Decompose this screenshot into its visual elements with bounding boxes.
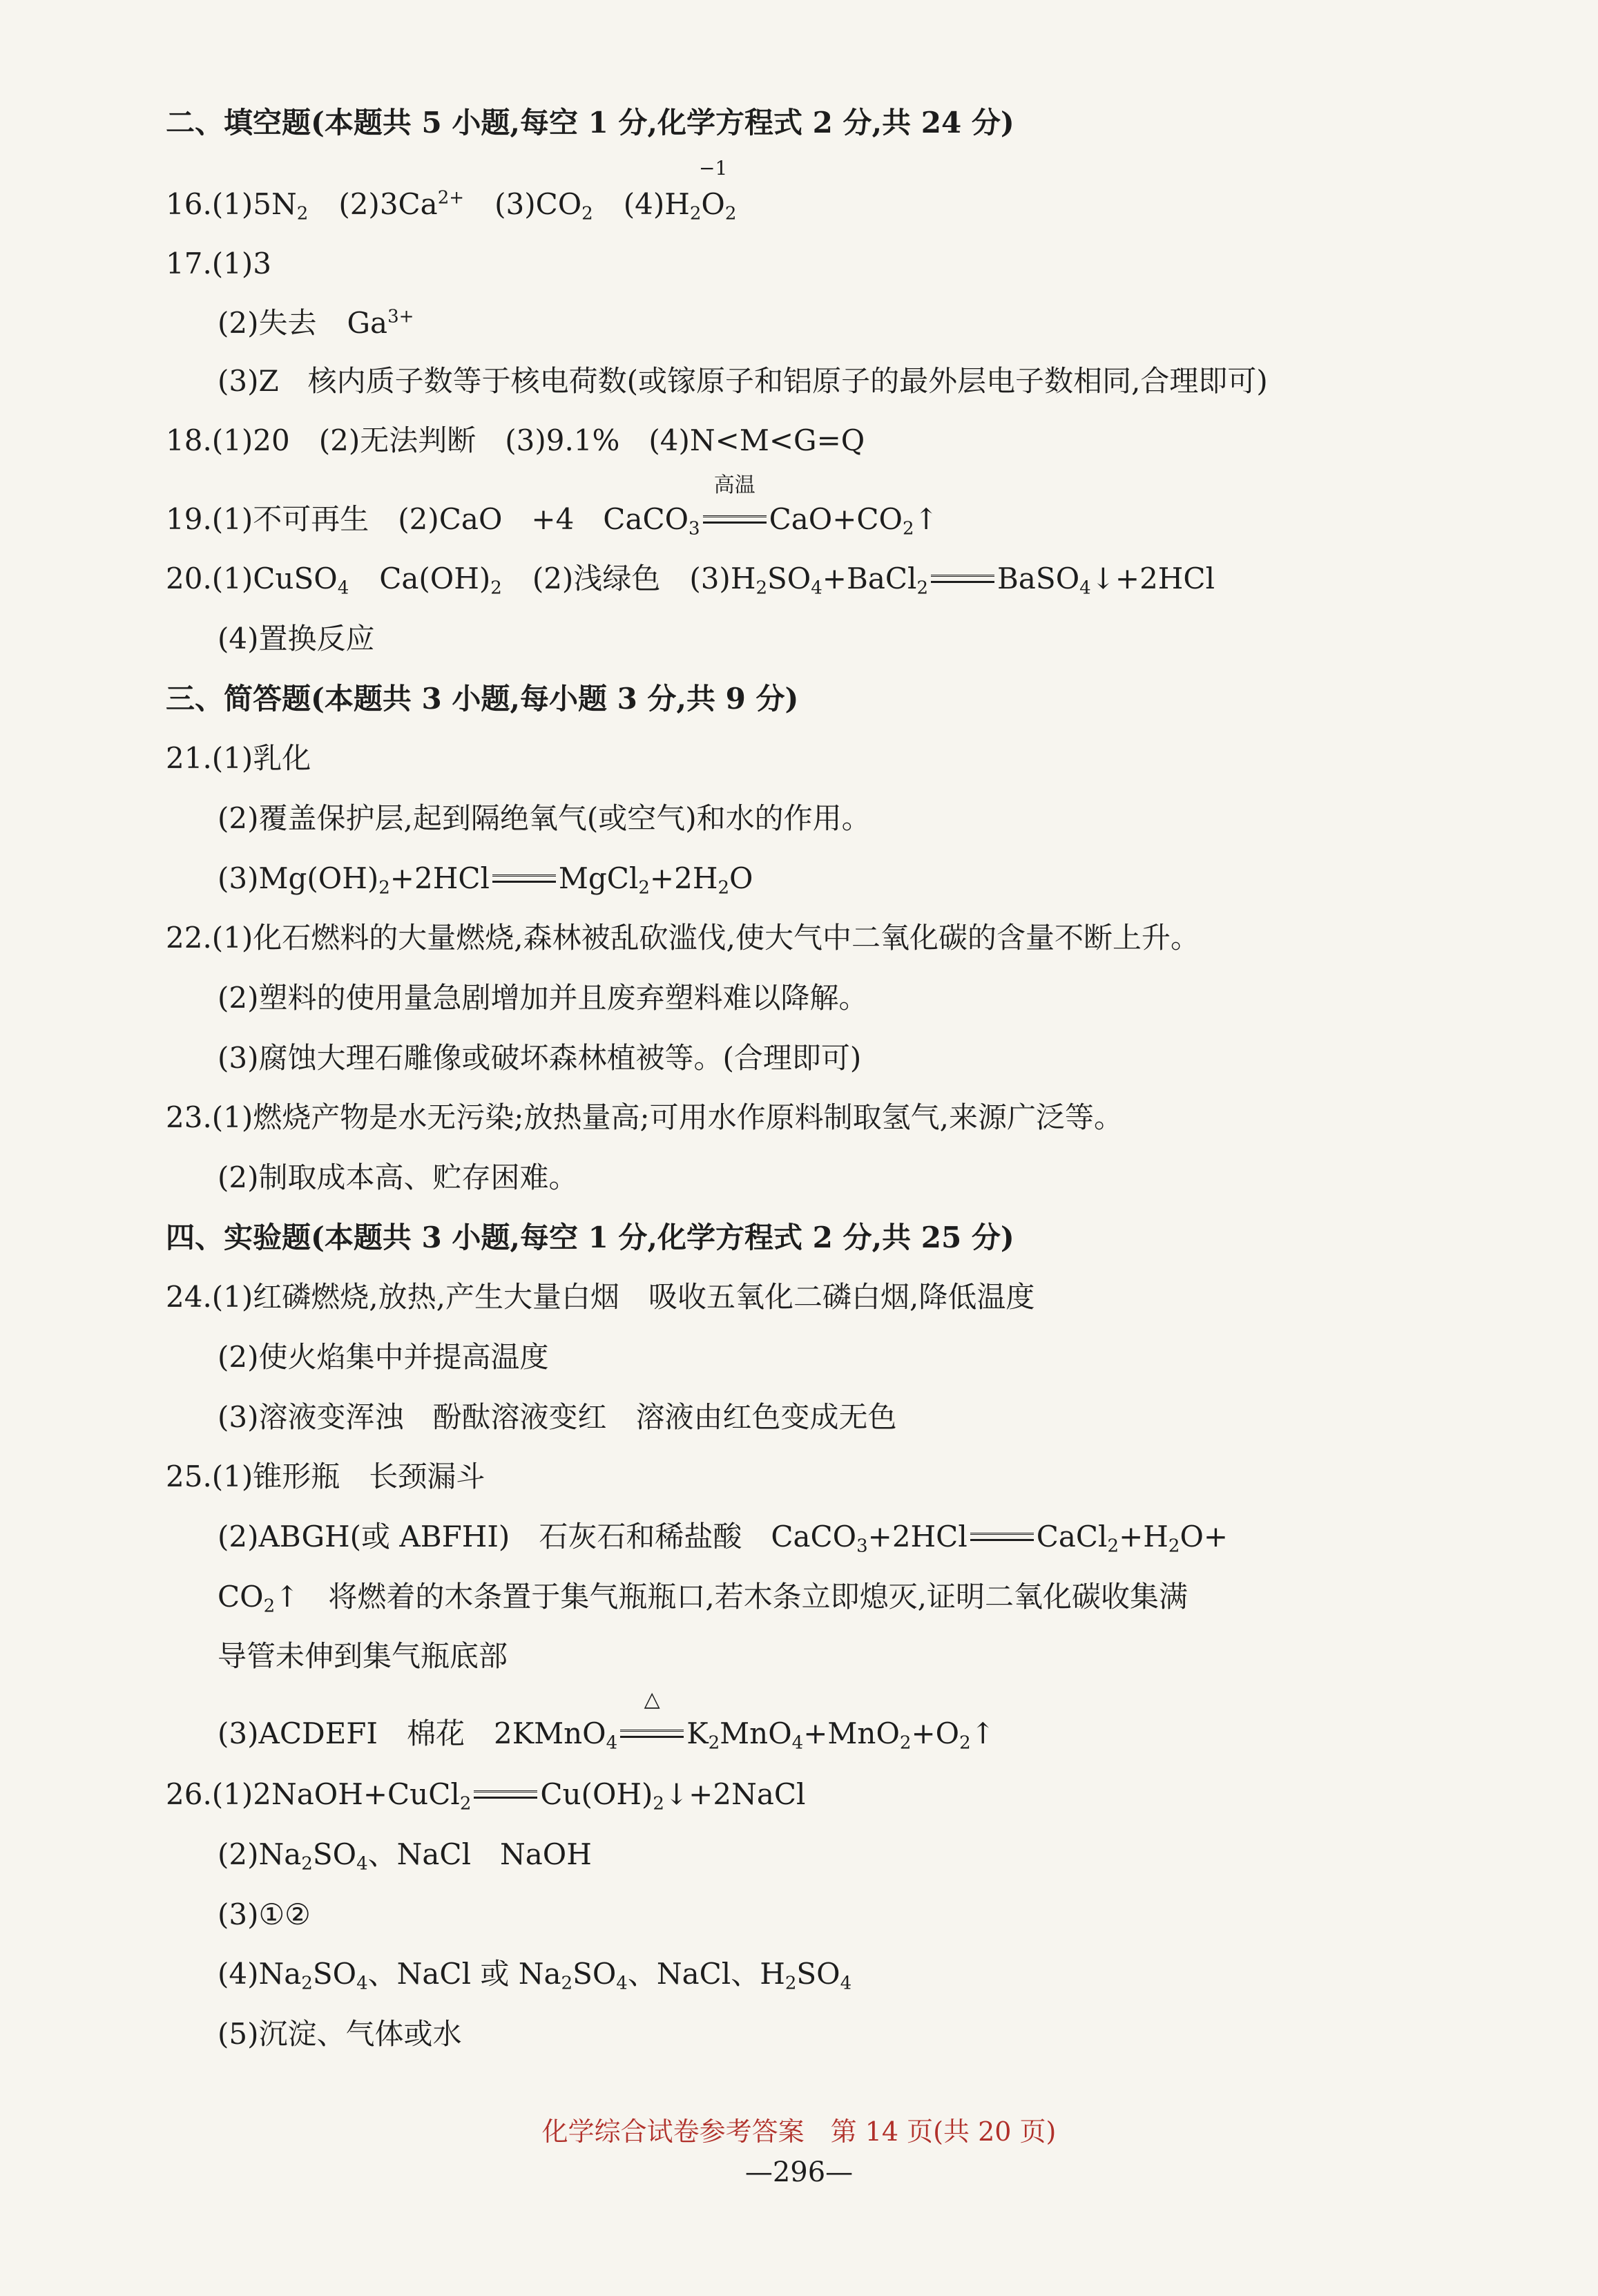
q22-line1: 22.(1)化石燃料的大量燃烧,森林被乱砍滥伐,使大气中二氧化碳的含量不断上升。 [166, 921, 1200, 955]
q21-sub: 2 [638, 877, 650, 899]
q16-sub: 2 [581, 203, 593, 224]
q24-line2: (2)使火焰集中并提高温度 [218, 1340, 549, 1374]
q25-sub: 2 [708, 1732, 720, 1754]
q21-sub: 2 [378, 877, 390, 899]
q20-part1: 20.(1)CuSO [166, 562, 338, 595]
q20-sub: 2 [755, 577, 768, 599]
q21-line1: 21.(1)乳化 [166, 741, 311, 775]
q25-line2 [218, 1516, 1228, 1558]
q25-part1: (2)ABGH(或 ABFHI) 石灰石和稀盐酸 CaCO [218, 1520, 857, 1553]
q25-part9: K [686, 1716, 709, 1750]
q20-sub: 4 [811, 577, 822, 599]
page-footer-label: 化学综合试卷参考答案 第 14 页(共 20 页) [541, 2116, 1057, 2147]
q25-part6: CO [218, 1580, 264, 1614]
q25-part11: +MnO [803, 1716, 900, 1750]
q20-sub: 4 [1079, 577, 1091, 599]
q26-part10: SO [572, 1957, 617, 1991]
q25-sub: 2 [1107, 1536, 1119, 1557]
q26-line4 [218, 1953, 851, 1995]
valence-mark: −1 [698, 157, 728, 180]
q25-part2: +2HCl [867, 1520, 968, 1553]
q16-part4: (4)H [623, 187, 690, 221]
q16-sup: 2+ [437, 187, 465, 209]
q21-part2: +2HCl [389, 861, 490, 895]
q17-ion-charge: 3+ [387, 306, 414, 327]
q18-line: 18.(1)20 (2)无法判断 (3)9.1% (4)N<M<G=Q [166, 423, 865, 457]
q26-part3: ↓+2NaCl [664, 1777, 806, 1811]
q17-line2 [218, 303, 414, 344]
q24-line1: 24.(1)红磷燃烧,放热,产生大量白烟 吸收五氧化二磷白烟,降低温度 [166, 1280, 1035, 1314]
equation-sign [703, 473, 767, 540]
q20-part7: ↓+2HCl [1090, 562, 1215, 595]
q21-part1: (3)Mg(OH) [218, 861, 379, 895]
q26-part7: (4)Na [218, 1957, 302, 1991]
q16-sub: 2 [724, 203, 737, 224]
q26-sub: 2 [301, 1973, 313, 1994]
q19-part2: CaO+CO [769, 502, 903, 536]
q17-line3: (3)Z 核内质子数等于核电荷数(或镓原子和铝原子的最外层电子数相同,合理即可) [218, 364, 1268, 398]
heat-condition-icon: △ [644, 1687, 660, 1712]
q19-part1: 19.(1)不可再生 (2)CaO +4 CaCO [166, 502, 689, 536]
q26-sub: 4 [356, 1973, 368, 1994]
q26-part5: SO [312, 1837, 357, 1871]
q26-sub: 2 [561, 1973, 573, 1994]
q25-part3: CaCl [1036, 1520, 1108, 1553]
q19-line [166, 473, 938, 540]
q21-line3 [218, 858, 753, 899]
q25-sub: 3 [856, 1536, 868, 1557]
q16-line [166, 157, 737, 225]
q20-part2: Ca(OH) [379, 562, 491, 595]
q26-sub: 2 [301, 1853, 313, 1875]
q25-sub: 2 [959, 1732, 971, 1754]
q25-line5 [218, 1687, 995, 1754]
q26-part1: 26.(1)2NaOH+CuCl [166, 1777, 460, 1811]
oxygen-symbol: O [701, 187, 725, 221]
q16-part1: 16.(1)5N [166, 187, 297, 221]
q26-sub: 4 [840, 1973, 852, 1994]
q25-sub: 4 [606, 1732, 618, 1754]
q26-line2 [218, 1834, 592, 1875]
equation-sign [492, 858, 556, 899]
q20-line1 [166, 558, 1215, 600]
q20-sub: 2 [490, 577, 502, 599]
q17-line1: 17.(1)3 [166, 247, 272, 280]
q20-sub: 2 [916, 577, 929, 599]
q26-part6: 、NaCl NaOH [367, 1837, 592, 1871]
equation-sign [931, 558, 994, 600]
q16-part3: (3)CO [494, 187, 582, 221]
q25-part4: +H [1119, 1520, 1168, 1553]
q25-line1: 25.(1)锥形瓶 长颈漏斗 [166, 1460, 485, 1493]
q26-part8: SO [312, 1957, 357, 1991]
q26-part12: SO [796, 1957, 840, 1991]
q26-part4: (2)Na [218, 1837, 302, 1871]
q25-part5: O+ [1180, 1520, 1229, 1553]
q22-line3: (3)腐蚀大理石雕像或破坏森林植被等。(合理即可) [218, 1041, 862, 1075]
equation-sign [970, 1516, 1034, 1558]
q21-line2: (2)覆盖保护层,起到隔绝氧气(或空气)和水的作用。 [218, 801, 871, 835]
section-heading-experiment: 四、实验题(本题共 3 小题,每空 1 分,化学方程式 2 分,共 25 分) [166, 1221, 1014, 1254]
gas-arrow-icon: ↑ [970, 1716, 995, 1750]
q25-part7: ↑ 将燃着的木条置于集气瓶瓶口,若木条立即熄灭,证明二氧化碳收集满 [275, 1580, 1188, 1614]
q21-part4: +2H [649, 861, 718, 895]
section-heading-short-answer: 三、简答题(本题共 3 小题,每小题 3 分,共 9 分) [166, 682, 799, 716]
q25-sub: 2 [1168, 1536, 1180, 1557]
q16-sub: 2 [296, 203, 309, 224]
q25-line4: 导管未伸到集气瓶底部 [218, 1639, 508, 1673]
q25-sub: 2 [899, 1732, 912, 1754]
q26-sub: 2 [784, 1973, 797, 1994]
equation-sign [620, 1687, 684, 1754]
q26-line3: (3)①② [218, 1897, 311, 1931]
q20-part4: SO [767, 562, 811, 595]
q19-sub: 2 [902, 518, 914, 539]
q20-line2: (4)置换反应 [218, 622, 375, 656]
q19-sub: 3 [689, 518, 700, 539]
q25-part8: (3)ACDEFI 棉花 2KMnO [218, 1716, 606, 1750]
reaction-condition: 高温 [713, 473, 755, 497]
q25-sub: 4 [791, 1732, 804, 1754]
q21-sub: 2 [718, 877, 730, 899]
q20-part3: (2)浅绿色 (3)H [532, 562, 756, 595]
q25-line3 [218, 1576, 1188, 1618]
q26-sub: 2 [653, 1793, 664, 1815]
q20-part6: BaSO [997, 562, 1080, 595]
q20-sub: 4 [337, 577, 349, 599]
q23-line1: 23.(1)燃烧产物是水无污染;放热量高;可用水作原料制取氢气,来源广泛等。 [166, 1100, 1123, 1134]
q21-part3: MgCl [558, 861, 639, 895]
q26-line5: (5)沉淀、气体或水 [218, 2017, 462, 2051]
section-heading-fill-in: 二、填空题(本题共 5 小题,每空 1 分,化学方程式 2 分,共 24 分) [166, 106, 1014, 140]
q16-part2: (2)3Ca [338, 187, 438, 221]
q24-line3: (3)溶液变浑浊 酚酞溶液变红 溶液由红色变成无色 [218, 1400, 897, 1434]
q22-line2: (2)塑料的使用量急剧增加并且废弃塑料难以降解。 [218, 981, 868, 1015]
q20-part5: +BaCl [822, 562, 917, 595]
q26-sub: 4 [356, 1853, 368, 1875]
q26-part9: 、NaCl 或 Na [367, 1957, 561, 1991]
q23-line2: (2)制取成本高、贮存困难。 [218, 1160, 578, 1194]
q25-part10: MnO [720, 1716, 792, 1750]
equation-sign [474, 1774, 537, 1815]
q26-part11: 、NaCl、H [627, 1957, 785, 1991]
q17-answer-a: (2)失去 [218, 306, 317, 340]
q25-sub: 2 [263, 1596, 276, 1617]
page-number: —296— [744, 2156, 854, 2188]
q21-part5: O [729, 861, 753, 895]
q26-sub: 4 [616, 1973, 628, 1994]
q25-part12: +O [911, 1716, 960, 1750]
q26-part2: Cu(OH) [540, 1777, 653, 1811]
q16-sub: 2 [689, 203, 702, 224]
q17-ion: Ga [347, 306, 388, 340]
gas-arrow-icon: ↑ [914, 502, 938, 536]
q16-oxygen-valence [698, 157, 728, 225]
q26-sub: 2 [459, 1793, 472, 1815]
q26-line1 [166, 1774, 805, 1815]
